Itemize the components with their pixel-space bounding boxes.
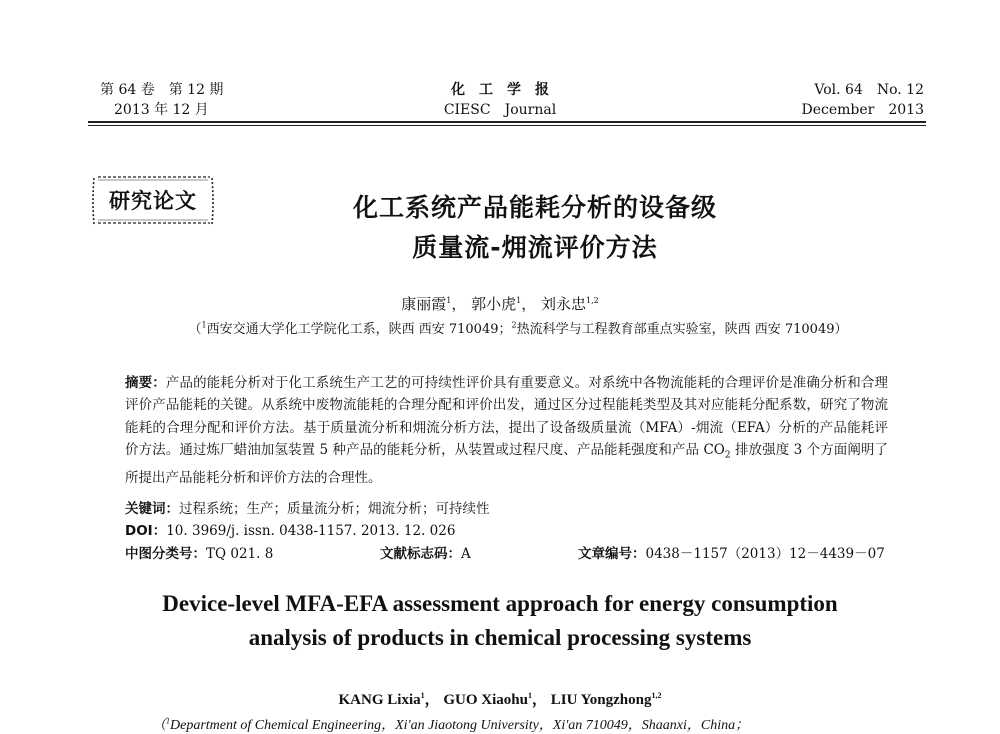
abstract-text: 产品的能耗分析对于化工系统生产工艺的可持续性评价具有重要意义。对系统中各物流能耗的合理评价是准确分析和合理评价产品能耗的关键。从系统中废物流能耗的合理分配和评价出发，通过区分过程能耗类型及其对应能耗分配系数，研究了物流能耗的合理分配和评价方法。基于质量流分析和㶲流分析方法，提出了设备级质量流（MFA）-㶲流（EFA）分析的产品能耗评价方法。通过炼厂蜡油加氢装置 5 种产品的能耗分析，从装置或过程尺度、产品能耗强度和产品 CO: [125, 375, 889, 458]
title-en-line1: Device-level MFA-EFA assessment approach for energy consumption: [162, 591, 838, 616]
authors-en: KANG Lixia$^1$， GUO Xiaohu$^1$， LIU Yongzhong$^{1,2}$: [338, 691, 662, 708]
author-en: GUO Xiaohu: [443, 692, 528, 708]
date-en: December 2013: [801, 102, 924, 118]
abstract-label: 摘要：: [125, 375, 166, 391]
keywords-label: 关键词：: [125, 501, 179, 517]
journal-name-en: CIESC Journal: [443, 102, 557, 118]
doi-value[interactable]: 10. 3969/j. issn. 0438-1157. 2013. 12. 026: [166, 523, 456, 539]
author-aff-mark: 1: [527, 691, 532, 700]
clc-label: 中图分类号：: [125, 546, 206, 562]
article-type-badge: [88, 172, 218, 228]
author-en: KANG Lixia: [338, 692, 421, 708]
title-zh-line2: 质量流-㶲流评价方法: [412, 233, 658, 262]
affiliation-1: 西安交通大学化工学院化工系，陕西 西安 710049；: [206, 322, 512, 337]
doc-code-label: 文献标志码：: [380, 546, 461, 562]
aff-mark: 1: [201, 320, 207, 330]
affiliation-2: 热流科学与工程教育部重点实验室，陕西 西安 710049: [516, 322, 835, 337]
author-aff-mark: 1: [420, 691, 425, 700]
title-zh-line1: 化工系统产品能耗分析的设备级: [352, 193, 717, 222]
clc-number: [125, 542, 273, 562]
doi-label: DOI：: [125, 523, 167, 539]
affiliation-en: （$^1$Department of Chemical Engineering，Xi'an Jiaotong University，Xi'an 710049，Shaanxi，China；: [152, 716, 750, 733]
author-zh: 康丽霞: [401, 295, 447, 313]
author-aff-mark: 1: [516, 296, 522, 305]
article-number: [578, 542, 885, 562]
clc-value: TQ 021. 8: [206, 546, 274, 562]
article-number-label: 文章编号：: [578, 546, 646, 562]
author-aff-mark: 1: [446, 296, 452, 305]
journal-volume-issue: [100, 80, 223, 120]
keywords-text: 过程系统；生产；质量流分析；㶲流分析；可持续性: [179, 501, 490, 517]
author-en: LIU Yongzhong: [550, 692, 652, 708]
author-zh: 郭小虎: [471, 295, 517, 313]
aff-mark: 2: [511, 320, 517, 330]
volume-issue-zh: 第 64 卷 第 12 期: [100, 82, 224, 98]
keywords-zh: [125, 497, 490, 517]
journal-name: [430, 80, 570, 120]
journal-name-zh: 化 工 学 报: [451, 82, 549, 98]
date-zh: 2013 年 12 月: [114, 102, 209, 118]
author-aff-mark: 1,2: [586, 296, 599, 305]
affiliation-en-text: Department of Chemical Engineering，Xi'an Jiaotong University，Xi'an 710049，Shaanxi，China；: [170, 718, 750, 733]
abstract-text-end: 排放强度 3 个方面阐明了所提出产品能耗分析和评价方法的合理性。: [125, 441, 889, 486]
article-number-value: 0438－1157（2013）12－4439－07: [645, 546, 885, 562]
badge-label: 研究论文: [109, 189, 197, 213]
volume-issue-en: Vol. 64 No. 12: [814, 82, 924, 98]
authors-zh: 康丽霞$^1$， 郭小虎$^1$， 刘永忠$^{1,2}$: [401, 295, 599, 313]
author-zh: 刘永忠: [541, 295, 587, 313]
header-rule-thin: [88, 125, 926, 126]
title-en-line2: analysis of products in chemical processing systems: [248, 625, 752, 650]
journal-volume-en: [802, 80, 924, 120]
header-rule-thick: [88, 121, 926, 123]
aff-mark: 1: [166, 716, 170, 726]
document-code: [380, 542, 471, 562]
doc-code-value: A: [461, 546, 471, 562]
abstract-zh: [125, 372, 888, 489]
affiliations-zh: （$^1$西安交通大学化工学院化工系，陕西 西安 710049；$^2$热流科学与工程教育部重点实验室，陕西 西安 710049）: [188, 320, 848, 337]
author-aff-mark: 1,2: [651, 691, 662, 700]
co2-subscript: 2: [724, 450, 731, 461]
doi: [125, 519, 455, 539]
